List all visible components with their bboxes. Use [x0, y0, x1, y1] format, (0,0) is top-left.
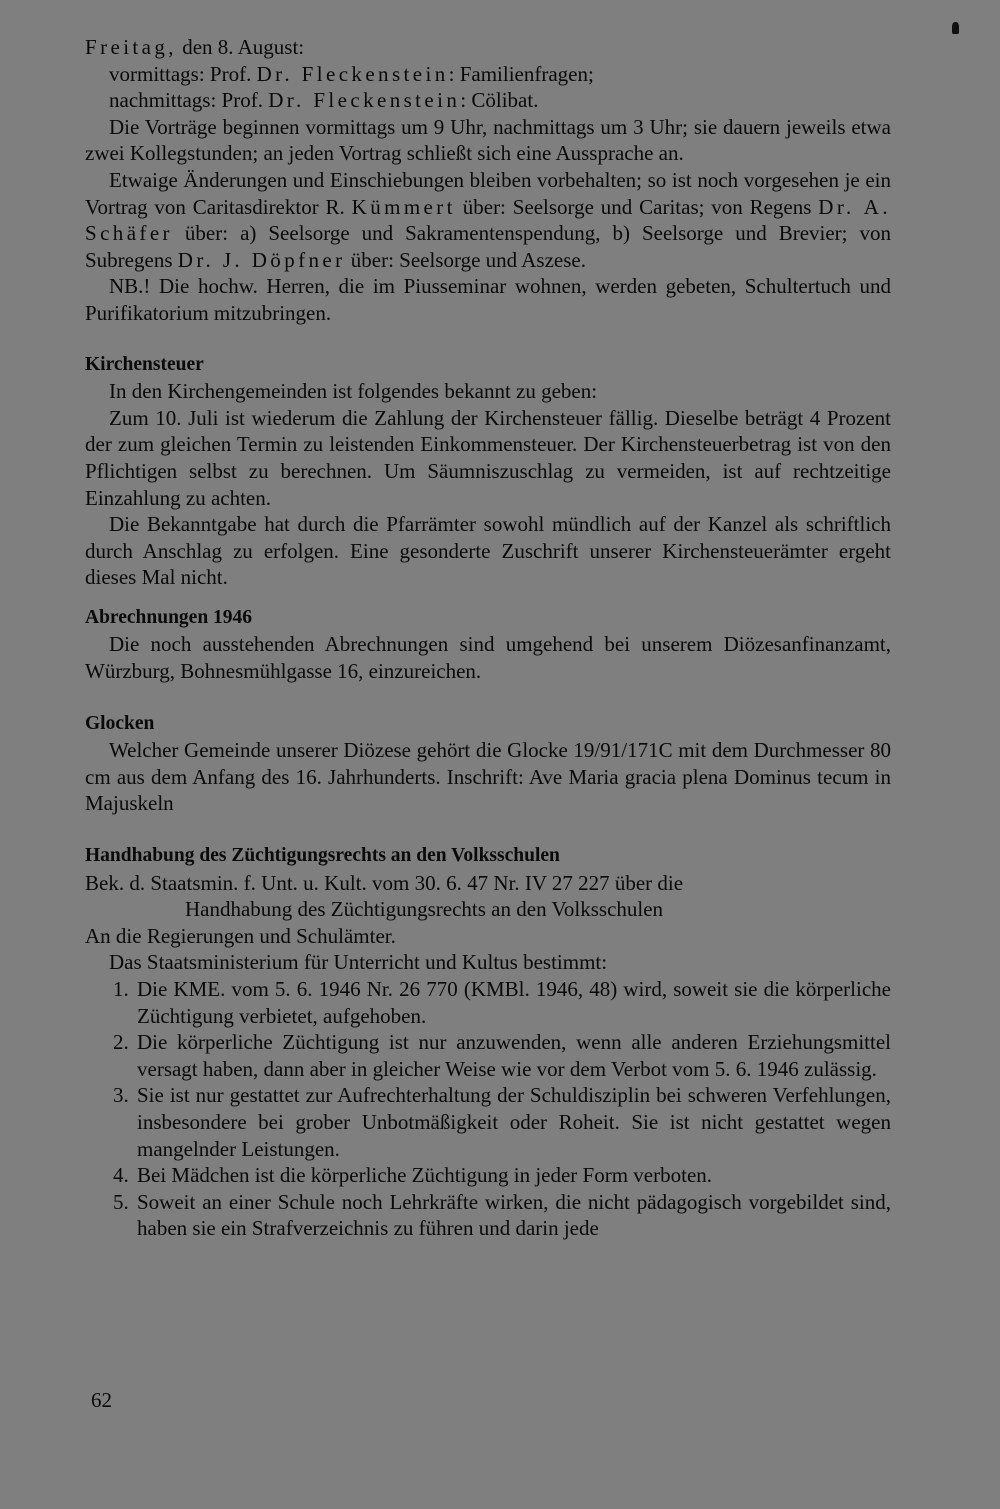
- rule-number: 1.: [113, 977, 129, 1001]
- changes-text-3: über: a) Seelsorge und Sakramentenspendung, b) Seelsorge und Brevier; von Subregens: [85, 221, 891, 272]
- intro-section: [85, 34, 891, 327]
- rule-number: 5.: [113, 1189, 129, 1214]
- glocken-paragraph: Welcher Gemeinde unserer Diözese gehört die Glocke 19/91/171C mit dem Durchmesser 80 cm aus dem Anfang des 16. Jahrhunderts. Inschrift: Ave Maria gracia plena Dominus tecum in Majuskeln: [85, 738, 891, 816]
- abrechnungen-section: [85, 605, 891, 685]
- morning-speaker: Dr. Fleckenstein: [256, 61, 449, 86]
- rule-text: Sie ist nur gestattet zur Aufrechterhaltung der Schuldisziplin bei schweren Verfehlungen, insbesondere bei grober Unbotmäßigkeit oder Roheit. Sie ist nicht gestattet wegen mangelnder Leistungen.: [137, 1083, 891, 1161]
- abrechnungen-paragraph: Die noch ausstehenden Abrechnungen sind umgehend bei unserem Diözesanfinanzamt, Würzburg, Bohnesmühlgasse 16, einzureichen.: [85, 632, 891, 684]
- kirchensteuer-paragraph-1: Zum 10. Juli ist wiederum die Zahlung der Kirchensteuer fällig. Dieselbe beträgt 4 Prozent der zum gleichen Termin zu leistenden Einkommensteuer. Der Kirchensteuerbetrag ist von den Pflichtigen selbst zu berechnen. Um Säumniszuschlag zu vermeiden, ist auf rechtzeitige Einzahlung zu achten.: [85, 405, 891, 510]
- rule-number: 2.: [113, 1030, 129, 1055]
- changes-paragraph: [85, 167, 891, 273]
- afternoon-topic: : Cölibat.: [460, 88, 539, 113]
- rule-text: Soweit an einer Schule noch Lehrkräfte wirken, die nicht pädagogisch vorgebildet sind, haben sie ein Strafverzeichnis zu führen und darin jede: [137, 1189, 891, 1241]
- list-item: [85, 1082, 891, 1162]
- kirchensteuer-section: [85, 352, 891, 591]
- bekanntmachung-line-2: Handhabung des Züchtigungsrechts an den Volksschulen: [185, 897, 664, 922]
- nb-paragraph: NB.! Die hochw. Herren, die im Piusseminar wohnen, werden gebeten, Schultertuch und Purifikatorium mitzubringen.: [85, 274, 891, 325]
- changes-name-2: Dr. A. Schäfer: [85, 194, 891, 246]
- bekanntmachung-line-1: Bek. d. Staatsmin. f. Unt. u. Kult. vom 30. 6. 47 Nr. IV 27 227 über die: [85, 870, 684, 895]
- changes-text-2: über: Seelsorge und Caritas; von Regens: [455, 194, 819, 219]
- rule-number: 4.: [113, 1163, 129, 1188]
- changes-text-1: Etwaige Änderungen und Einschiebungen bleiben vorbehalten; so ist noch vorgesehen je ein Vortrag von Caritasdirektor R.: [85, 167, 891, 219]
- glocken-heading: Glocken: [85, 712, 155, 734]
- page-number: 62: [91, 1388, 112, 1412]
- date-line: [85, 34, 891, 61]
- document-page: [85, 34, 891, 1242]
- changes-name-3: Dr. J. Döpfner: [177, 247, 346, 272]
- rule-text: Die körperliche Züchtigung ist nur anzuwenden, wenn alle anderen Erziehungsmittel versagt haben, dann aber in gleicher Weise wie vor dem Verbot vom 5. 6. 1946 zulässig.: [137, 1030, 891, 1081]
- afternoon-label: nachmittags: Prof.: [109, 88, 269, 113]
- kirchensteuer-heading: Kirchensteuer: [85, 353, 204, 375]
- kirchensteuer-paragraph-2: Die Bekanntgabe hat durch die Pfarrämter sowohl mündlich auf der Kanzel als schriftlich durch Anschlag zu erfolgen. Eine gesonderte Zuschrift unserer Kirchensteuerämter ergeht dieses Mal nicht.: [85, 512, 891, 590]
- morning-line: [85, 61, 891, 88]
- glocken-section: [85, 711, 891, 817]
- zuechtigung-heading: Handhabung des Züchtigungsrechts an den Volksschulen: [85, 845, 560, 867]
- rule-number: 3.: [113, 1083, 129, 1108]
- corner-mark: [952, 22, 959, 34]
- rules-list: [85, 976, 891, 1242]
- schedule-paragraph: Die Vorträge beginnen vormittags um 9 Uhr, nachmittags um 3 Uhr; sie dauern jeweils etwa zwei Kollegstunden; an jeden Vortrag schließt sich eine Aussprache an.: [85, 114, 891, 166]
- list-item: [85, 1029, 891, 1082]
- afternoon-speaker: Dr. Fleckenstein: [268, 88, 461, 113]
- abrechnungen-heading: Abrechnungen 1946: [85, 606, 253, 628]
- date-rest: den 8. August:: [176, 35, 305, 59]
- date-prefix: Freitag,: [85, 35, 177, 59]
- addressee-line: An die Regierungen und Schulämter.: [85, 923, 396, 948]
- rule-text: Die KME. vom 5. 6. 1946 Nr. 26 770 (KMBl. 1946, 48) wird, soweit sie die körperliche Züchtigung verbietet, aufgehoben.: [137, 977, 891, 1028]
- morning-topic: : Familienfragen;: [448, 61, 594, 86]
- changes-text-4: über: Seelsorge und Aszese.: [345, 247, 586, 272]
- list-item: [85, 1162, 891, 1189]
- changes-name-1: Kümmert: [351, 194, 456, 219]
- list-item: [85, 1189, 891, 1242]
- zuechtigung-section: [85, 843, 891, 1242]
- ministry-lead: Das Staatsministerium für Unterricht und Kultus bestimmt:: [109, 950, 608, 975]
- morning-label: vormittags: Prof.: [109, 61, 257, 86]
- kirchensteuer-lead: In den Kirchengemeinden ist folgendes bekannt zu geben:: [109, 379, 598, 404]
- afternoon-line: [85, 87, 891, 114]
- rule-text: Bei Mädchen ist die körperliche Züchtigung in jeder Form verboten.: [137, 1163, 713, 1188]
- list-item: [85, 976, 891, 1029]
